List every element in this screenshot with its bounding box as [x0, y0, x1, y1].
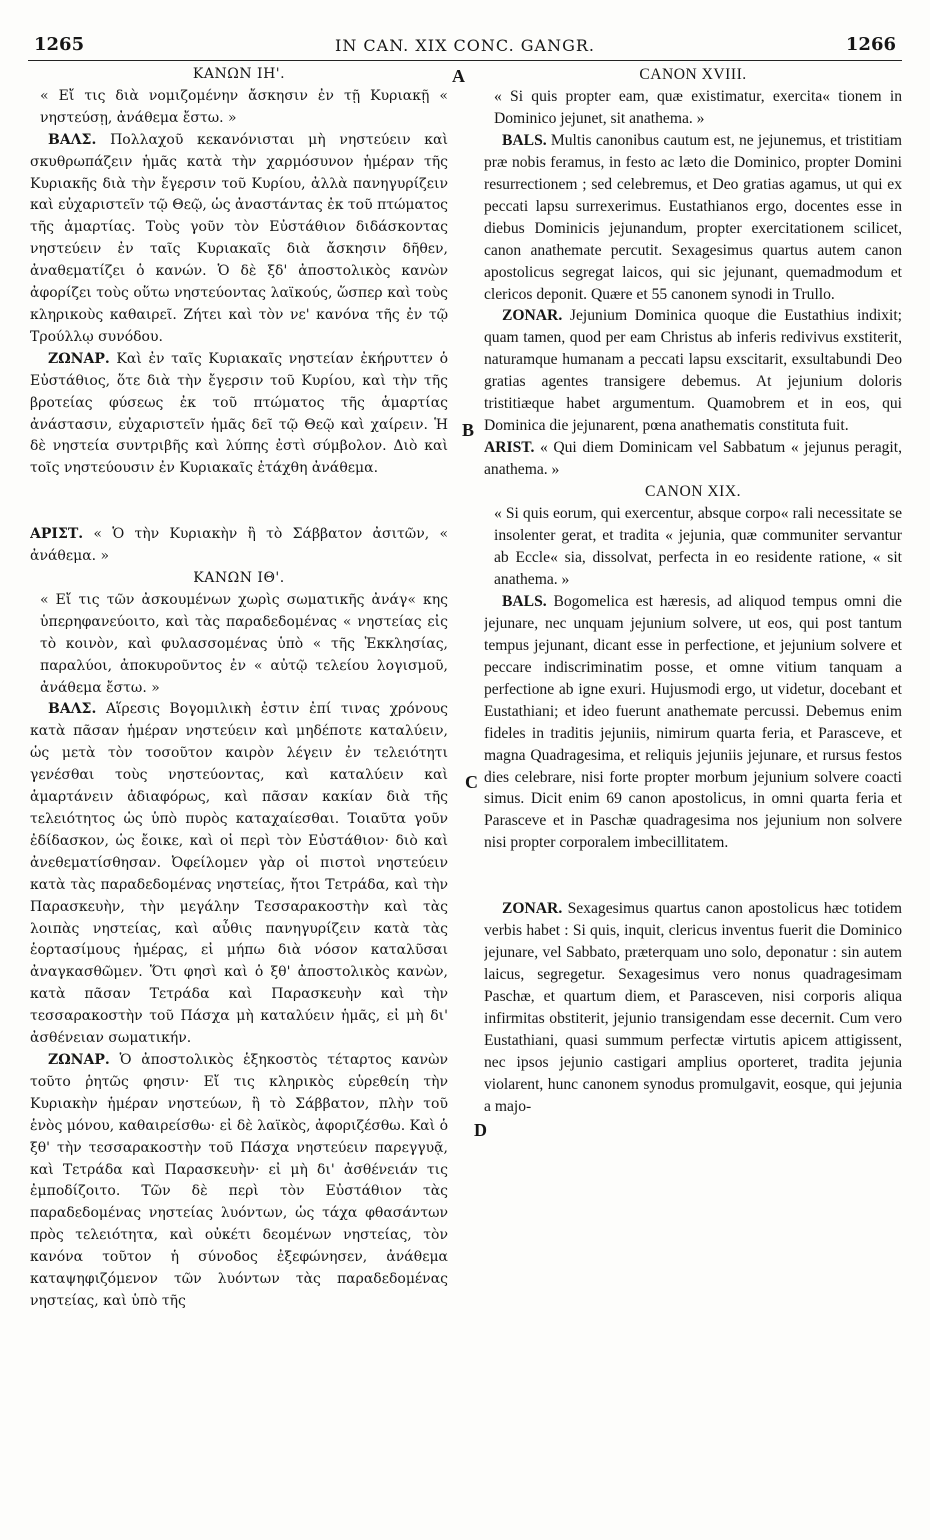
aristenus-text: « Ὁ τὴν Κυριακὴν ἢ τὸ Σάββατον ἀσιτῶν, « ἀνάθεμα. »	[30, 526, 448, 565]
aristenus-18-greek	[30, 524, 448, 568]
greek-column	[30, 64, 448, 1534]
margin-marker-b: B	[462, 420, 475, 440]
zonaras-18-greek	[30, 349, 448, 480]
balsamon-text: Πολλαχοῦ κεκανόνισται μὴ νηστεύειν καὶ σκυθρωπάζειν ἡμᾶς κατὰ τὴν χαρμόσυνον ἡμέραν τῆς Κυριακῆς διὰ τὴν ἔγερσιν τοῦ Κυρίου, ἀλλὰ πανηγυρίζειν καὶ εὐχαριστεῖν τῷ Θεῷ, ὡς ἀναστάντας ἐκ τοῦ πτώματος τῆς ἁμαρτίας. Τοὺς γοῦν τὸν Εὐστάθιον διδάσκοντας νηστεύειν ἐν ταῖς Κυριακαῖς διὰ ἄσκησιν δῆθεν, ἀναθεματίζει ὁ κανών. Ὁ δὲ ξδ' ἀποστολικὸς κανὼν ἀφορίζει τοὺς οὕτω νηστεύοντας λαϊκούς, ὥσπερ καὶ τοὺς κληρικοὺς καθαιρεῖ. Ζήτει καὶ τὸν νε' κανόνα τῆς ἐν τῷ Τρούλλῳ συνόδου.	[30, 131, 448, 345]
zonaras-text: Sexagesimus quartus canon apostolicus hæc totidem verbis habet : Si quis, inquit, clericus inventus fuerit die Dominico jejunare, vel Sabbato, præterquam uno solo, deponatur : sin autem laicus, segregetur. Sexagesimus vero nonus quadragesimam Paschæ, et quartum diem, et Parasceven, nisi corporis aliqua infirmitas obstiterit, jejunio transigendam esse decernit. Cum vero Eustathiani, quasi summum perfectæ virtutis apicem attigissent, nec ipsos jejunio castigari amplius oporteret, tradita jejunia violarent, hunc canonem synodus promulgavit, eosque, qui jejunia a majo-	[484, 900, 902, 1115]
balsamon-text: Αἵρεσις Βογομιλικὴ ἐστιν ἐπί τινας χρόνους κατὰ πᾶσαν ἡμέραν νηστεύειν καὶ μηδέποτε καταλύειν, ὡς μετὰ τὸν τοσοῦτον καιρὸν λέγειν ἐν τελειότητι γενέσθαι τοὺς νηστεύοντας, καὶ καταλύειν καὶ ἁμαρτάνειν ἀδιαφόρως, καὶ πᾶσαν κακίαν διὰ τῆς τελειότητος ὡς ὑπὸ πυρὸς καταχαίεσθαι. Τοιαῦτα γοῦν ἐδίδασκον, ὡς ἔοικε, καὶ οἱ περὶ τὸν Εὐστάθιον· διὸ καὶ ἀνεθεματίσθησαν. Ὀφείλομεν γὰρ οἱ πιστοὶ νηστεύειν κατὰ τὰς παραδεδομένας νηστείας, ἤτοι Τετράδα, καὶ τὴν Παρασκευὴν, τὴν μεγάλην Τεσσαρακοστὴν καὶ τὰς λοιπὰς νηστείας, καὶ αὖθις πανηγυρίζειν κατὰ τὰς ἑορτασίμους ἡμέρας, εἰ μήπω διὰ νόσον καταλῦσαι ἀναγκασθῶμεν. Ὅτι φησὶ καὶ ὁ ξθ' ἀποστολικὸς κανὼν, κατὰ πᾶσαν Τετράδα καὶ Παρασκευὴν καὶ τὴν τεσσαρακοστὴν τοῦ Πάσχα μὴ καταλύειν ἡμᾶς, εἰ μὴ δι' ἀσθένειαν σωματικήν.	[30, 701, 448, 1047]
latin-column	[484, 64, 902, 1534]
zonaras-label: ΖΩΝΑΡ.	[48, 350, 110, 367]
balsamon-text: Bogomelica est hæresis, ad aliquod tempus omni die jejunare, nec unquam jejunium solvere, ut eos, qui post tantum tempus jejunant, dicant esse in perfectione, et jejunium solvere et peccare indiscriminatim posse, et omne vitium tanquam a perfectione ab igne exuri. Hujusmodi ergo, ut videtur, docebant et Eustathiani; et ideo fuerunt anathemate percussi. Debemus enim fideles in traditis jejuniis, nimirum quarta feria, et Parasceve, et magna Quadragesima, et reliquis jejuniis jejunare, et rursus festos dies celebrare, nisi forte propter morbum jejunium solvere coacti simus. Dicit enim 69 canon apostolicus, in omni quarta feria et Parasceve et in Paschæ quadragesima nos jejunium non solvere nisi propter corporalem imbecillitatem.	[484, 592, 902, 852]
balsamon-19-greek	[30, 699, 448, 1050]
canon-18-text-latin: « Si quis propter eam, quæ existimatur, exercita« tionem in Dominico jejunet, sit anathema. »	[494, 87, 902, 127]
balsamon-18-latin	[484, 130, 902, 306]
canon-18-title-latin: CANON XVIII.	[639, 66, 747, 83]
canon-18-title-greek: ΚΑΝΩΝ ΙΗ'.	[192, 66, 286, 82]
balsamon-18-greek	[30, 130, 448, 349]
zonaras-19-greek	[30, 1050, 448, 1313]
canon-19-title-latin: CANON XIX.	[645, 483, 741, 501]
aristenus-text: « Qui diem Dominicam vel Sabbatum « jejunus peragit, anathema. »	[484, 439, 902, 479]
running-title: IN CAN. XIX CONC. GANGR.	[335, 36, 595, 55]
zonaras-19-latin	[484, 898, 902, 1118]
balsamon-label: BALS.	[502, 131, 547, 149]
page-number-right: 1266	[845, 34, 896, 55]
aristenus-18-latin	[484, 437, 902, 481]
canon-19-title-greek: ΚΑΝΩΝ ΙΘ'.	[193, 570, 285, 587]
margin-marker-a: A	[452, 66, 465, 86]
zonaras-label: ZONAR.	[502, 900, 563, 918]
zonaras-text: Jejunium Dominica quoque die Eustathius indixit; quam tamen, quod per eam Christus ab inferis redivivus exstiterit, naturamque humanam a peccati lapsu exscitarit, exsultabundi Deo gratias agentes transigere debemus. At jejunium doloris tristitiæque habet argumentum. Quamobrem et in eos, qui Dominica die jejunarent, pœna anathematis constituta fuit.	[484, 307, 902, 435]
zonaras-text: Καὶ ἐν ταῖς Κυριακαῖς νηστείαν ἐκήρυττεν ὁ Εὐστάθιος, ὅτε διὰ τὴν ἔγερσιν τοῦ Κυρίου, καὶ τὴν τῆς βροτείας φύσεως ἐκ τοῦ πτώματος τῆς ἁμαρτίας ἀνάστασιν, εὐχαριστεῖν ἡμᾶς δεῖ τῷ Θεῷ καὶ χαίρειν. Ἡ δὲ νηστεία συντριβῆς καὶ λύπης ἐστὶ σύμβολον. Διὸ καὶ τοῖς νηστεύουσιν ἐν Κυριακαῖς ἐτάχθη ἀνάθεμα.	[30, 350, 448, 477]
aristenus-label: ARIST.	[484, 439, 535, 457]
balsamon-text: Multis canonibus cautum est, ne jejunemus, et tristitiam præ nobis feramus, in festo ac læto die Dominico, propter Domini resurrectionem ; sed celebremus, et Deo gratias agamus, ut qui ex peccati lapsu surrexerimus. Eustathianos ergo, docentes esse in diebus Dominicis jejunandum, propter exercitationem scilicet, canon anathemate percutit. Sexagesimus quartus autem canon apostolicus segregat laicos, qui sic jejunant, quemadmodum et clericos deponit. Quære et 55 canonem synodi in Trullo.	[484, 131, 902, 303]
zonaras-18-latin	[484, 305, 902, 437]
zonaras-label: ΖΩΝΑΡ.	[48, 1051, 110, 1068]
balsamon-label: ΒΑΛΣ.	[48, 701, 97, 718]
canon-19-text-latin: « Si quis eorum, qui exercentur, absque corpo« rali necessitate se insolenter gerat, et tradita « jejunia, quæ communiter servantur ab Eccle« sia, dissolvat, perfecta in eo residente ratione, « sit anathema. »	[494, 505, 902, 588]
aristenus-label: ΑΡΙΣΤ.	[30, 526, 84, 543]
canon-18-text-greek: « Εἴ τις διὰ νομιζομένην ἄσκησιν ἐν τῇ Κυριακῇ « νηστεύσῃ, ἀνάθεμα ἔστω. »	[40, 87, 448, 126]
zonaras-label: ZONAR.	[502, 307, 563, 325]
page-number-left: 1265	[34, 34, 85, 55]
zonaras-text: Ὁ ἀποστολικὸς ἑξηκοστὸς τέταρτος κανὼν τοῦτο ῥητῶς φησιν· Εἴ τις κληρικὸς εὑρεθείη τὴν Κυριακὴν ἡμέραν νηστεύων, ἢ τὸ Σάββατον, πλὴν τοῦ ἑνὸς μόνου, καθαιρείσθω· εἰ δὲ λαϊκὸς, ἀφοριζέσθω. Καὶ ὁ ξθ' τὴν τεσσαρακοστὴν τοῦ Πάσχα νηστεύειν παρεγγυᾷ, καὶ Τετράδα καὶ Παρασκευὴν· εἰ μὴ δι' ἀσθένειάν τις ἐμποδίζοιτο. Τῶν δὲ περὶ τὸν Εὐστάθιον τὰς παραδεδομένας νηστείας λυόντων, ὡς τάχα φθασάντων πρὸς τελειότητα, καὶ οὐκέτι δεομένων νηστείας, τὸν κανόνα τοῦτον ἡ σύνοδος ἐξεφώνησεν, ἀνάθεμα καταψηφιζόμενον τῶν λυόντων τὰς παραδεδομένας νηστείας, καὶ ὑπὸ τῆς	[30, 1051, 448, 1309]
running-header	[28, 30, 902, 61]
balsamon-label: BALS.	[502, 592, 547, 610]
margin-marker-c: C	[465, 772, 478, 792]
margin-marker-d: D	[474, 1120, 487, 1140]
canon-19-text-greek: « Εἴ τις τῶν ἀσκουμένων χωρὶς σωματικῆς ἀνάγ« κης ὑπερηφανεύοιτο, καὶ τὰς παραδεδομένας « νηστείας εἰς τὸ κοινὸν, καὶ φυλασσομένας ὑπὸ « τῆς Ἐκκλησίας, παραλύοι, ἀποκυροῦντος ἐν « αὐτῷ τελείου λογισμοῦ, ἀνάθεμα ἔστω. »	[40, 591, 448, 696]
balsamon-19-latin	[484, 591, 902, 854]
balsamon-label: ΒΑΛΣ.	[48, 131, 97, 148]
